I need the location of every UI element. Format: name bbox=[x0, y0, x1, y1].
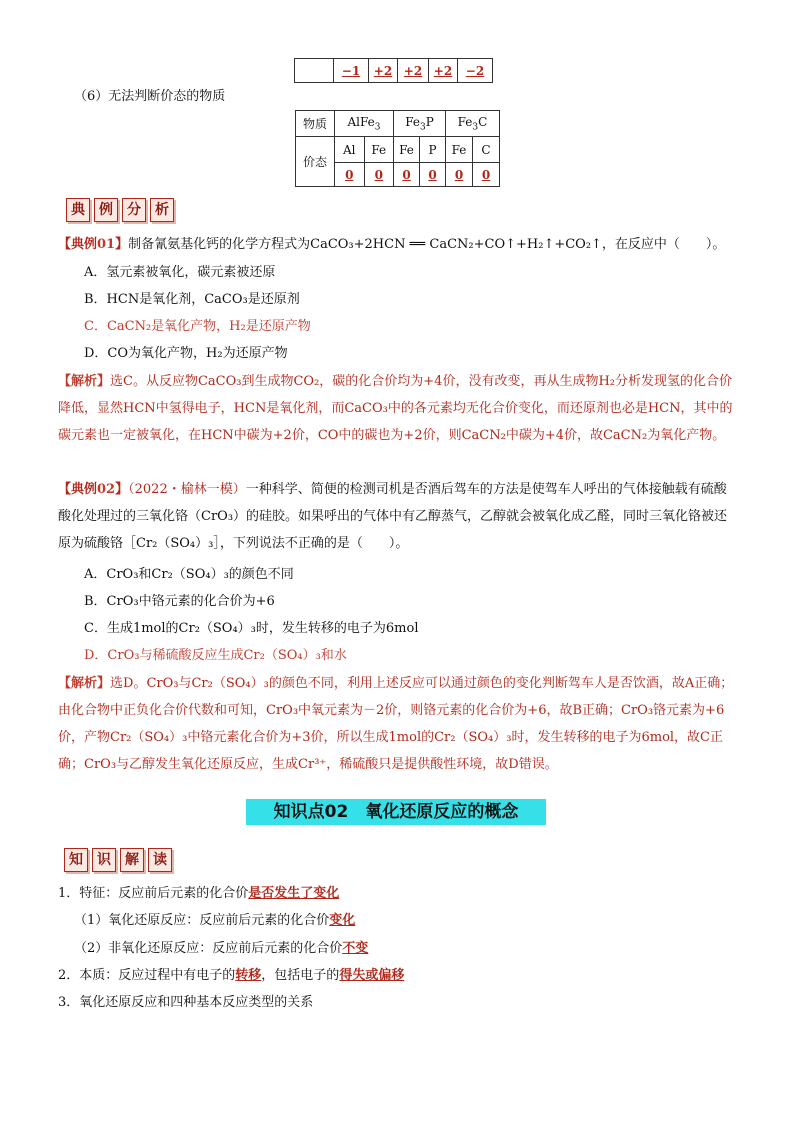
header-cell: 物质 bbox=[296, 111, 335, 137]
ex2-analysis-tag: 【解析】 bbox=[58, 676, 111, 691]
kp-line-4: 2．本质：反应过程中有电子的转移，包括电子的得失或偏移 bbox=[58, 968, 405, 983]
ex2-option-b: B．CrO₃中铬元素的化合价为+6 bbox=[84, 594, 275, 609]
kp-line-5: 3．氧化还原反应和四种基本反应类型的关系 bbox=[58, 995, 314, 1010]
kp-answer: 转移 bbox=[235, 968, 262, 983]
kp-answer: 不变 bbox=[342, 941, 369, 956]
ex2-source: （2022・榆林一模） bbox=[128, 482, 246, 497]
top-table-cell: +2 bbox=[398, 59, 429, 83]
badge-char: 例 bbox=[94, 198, 118, 222]
header-cell: $Fe_3P$ bbox=[394, 111, 446, 137]
ex1-option-b: B．HCN是氧化剂，CaCO₃是还原剂 bbox=[84, 292, 300, 307]
valence-cell: 0 bbox=[473, 163, 500, 187]
top-table-cell: −1 bbox=[334, 59, 369, 83]
element-cell: Fe bbox=[446, 137, 473, 163]
ex2-analysis-text: 选D。CrO₃与Cr₂（SO₄）₃的颜色不同，利用上述反应可以通过颜色的变化判断驾车人是否饮酒，故A正确；由化合物中正负化合价代数和可知，CrO₃中氧元素为－2价，则铬元素的化合价为+6，故B正确；CrO₃铬元素为+6价，产物Cr₂（SO₄）₃中铬元素化合价为+3价，所以生成1mol的Cr₂（SO₄）₃时，发生转移的电子为6mol，故C正确；CrO₃与乙醇发生氧化还原反应，生成Cr³⁺，稀硫酸只是提供酸性环境，故D错误。 bbox=[58, 676, 734, 772]
ex1-question: 制备氰氨基化钙的化学方程式为CaCO₃+2HCN ══ CaCN₂+CO↑+H₂↑+CO₂↑，在反应中（ ）。 bbox=[128, 237, 726, 252]
ex1-question-line bbox=[58, 236, 725, 254]
badge-char: 分 bbox=[122, 198, 146, 222]
header-cell: AlFe$_3$ bbox=[335, 111, 394, 137]
top-table-cell: +2 bbox=[429, 59, 458, 83]
ex2-tag: 【典例02】 bbox=[58, 482, 129, 497]
valence-cell: 0 bbox=[335, 163, 365, 187]
ex2-question bbox=[58, 476, 736, 557]
ex2-question-text: 一种科学、简便的检测司机是否酒后驾车的方法是使驾车人呼出的气体接触载有硫酸酸化处理过的三氧化铬（CrO₃）的硅胶。如果呼出的气体中有乙醇蒸气，乙醇就会被氧化成乙醛，同时三氧化铬被还原为硫酸铬［Cr₂（SO₄）₃］，下列说法不正确的是（ ）。 bbox=[58, 482, 728, 551]
ex1-option-c: C．CaCN₂是氧化产物，H₂是还原产物 bbox=[84, 319, 311, 334]
row-label: 价态 bbox=[296, 137, 335, 187]
element-cell: C bbox=[473, 137, 500, 163]
badge-char: 识 bbox=[92, 848, 116, 872]
knowledge-point-banner: 知识点02 氧化还原反应的概念 bbox=[246, 799, 546, 825]
ex2-option-c: C．生成1mol的Cr₂（SO₄）₃时，发生转移的电子为6mol bbox=[84, 621, 419, 636]
element-cell: Fe bbox=[394, 137, 420, 163]
ex2-option-a: A．CrO₃和Cr₂（SO₄）₃的颜色不同 bbox=[84, 567, 294, 582]
badge-char: 典 bbox=[66, 198, 90, 222]
ex1-analysis-tag: 【解析】 bbox=[58, 374, 111, 389]
valence-cell: 0 bbox=[394, 163, 420, 187]
section-badge-example-analysis bbox=[66, 198, 178, 222]
badge-char: 解 bbox=[120, 848, 144, 872]
kp-answer: 变化 bbox=[329, 913, 356, 928]
ex1-analysis-text: 选C。从反应物CaCO₃到生成物CO₂，碳的化合价均为+4价，没有改变，再从生成物H₂分析发现氢的化合价降低，显然HCN中氢得电子，HCN是氧化剂，而CaCO₃中的各元素均无化合价变化，而还原剂也必是HCN，其中的碳元素也一定被氧化，在HCN中碳为+2价，CO中的碳也为+2价，则CaCN₂中碳为+4价，故CaCN₂为氧化产物。 bbox=[58, 374, 733, 443]
badge-char: 知 bbox=[64, 848, 88, 872]
element-cell: Al bbox=[335, 137, 365, 163]
kp-line-1: 1．特征：反应前后元素的化合价是否发生了变化 bbox=[58, 886, 340, 901]
kp-line-2: （1）氧化还原反应：反应前后元素的化合价变化 bbox=[74, 913, 356, 928]
ex2-analysis bbox=[58, 670, 736, 778]
top-table-cell bbox=[295, 59, 334, 83]
valence-cell: 0 bbox=[364, 163, 394, 187]
item6-label: （6）无法判断价态的物质 bbox=[74, 89, 226, 104]
kp-answer: 得失或偏移 bbox=[339, 968, 405, 983]
valence-cell: 0 bbox=[420, 163, 446, 187]
section-badge-knowledge-reading bbox=[64, 848, 176, 872]
ex1-option-a: A．氢元素被氧化，碳元素被还原 bbox=[84, 265, 276, 280]
kp-answer: 是否发生了变化 bbox=[248, 886, 340, 901]
ex2-option-d: D．CrO₃与稀硫酸反应生成Cr₂（SO₄）₃和水 bbox=[84, 648, 347, 663]
valence-cell: 0 bbox=[446, 163, 473, 187]
element-cell: Fe bbox=[364, 137, 394, 163]
kp-line-3: （2）非氧化还原反应：反应前后元素的化合价不变 bbox=[74, 941, 369, 956]
badge-char: 读 bbox=[148, 848, 172, 872]
ex1-analysis bbox=[58, 368, 736, 449]
top-table-cell: −2 bbox=[458, 59, 493, 83]
top-valence-table bbox=[294, 58, 493, 83]
ex1-tag: 【典例01】 bbox=[58, 237, 129, 252]
ex1-option-d: D．CO为氧化产物，H₂为还原产物 bbox=[84, 346, 288, 361]
valence-table bbox=[295, 110, 500, 187]
badge-char: 析 bbox=[150, 198, 174, 222]
element-cell: P bbox=[420, 137, 446, 163]
top-table-cell: +2 bbox=[369, 59, 398, 83]
header-cell: $Fe_3C$ bbox=[446, 111, 500, 137]
